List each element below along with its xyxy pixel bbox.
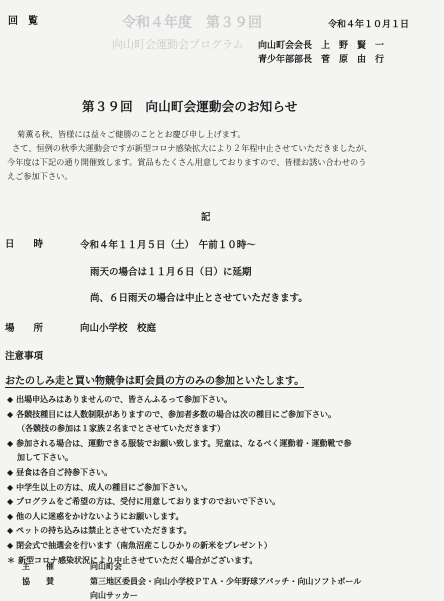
note-item xyxy=(7,482,192,493)
sender-chairman: 向山町会会長 上 野 賢 一 xyxy=(258,41,385,51)
note-text: 他の人に迷惑をかけないようにお願いします。 xyxy=(16,511,184,521)
rain-postpone: 雨天の場合は１１月６日（日）に延期 xyxy=(90,267,252,278)
note-text: 加して下さい。 xyxy=(17,453,73,463)
host-value: 向山町会 xyxy=(90,562,122,571)
note-item xyxy=(7,394,232,405)
diamond-bullet-icon: ◆ xyxy=(7,409,14,419)
support-value: 第三地区委員会・向山小学校ＰＴＡ・少年野球アパッチ・向山ソフトボール xyxy=(90,577,362,586)
notes-label: 注意事項 xyxy=(5,351,44,362)
note-text: 中学生以上の方は、成人の種目にご参加下さい。 xyxy=(16,482,193,492)
schedule-value: 令和４年１１月５日（土） 午前１０時～ xyxy=(80,240,256,251)
note-item xyxy=(7,409,336,420)
note-text: 出場申込みはありませんので、皆さんふるって参加下さい。 xyxy=(16,395,232,404)
diamond-bullet-icon: ◆ xyxy=(7,468,14,477)
note-item xyxy=(7,496,280,507)
note-item xyxy=(7,511,184,522)
members-only-notice: おたのしみ走と買い物競争は町会員の方のみの参加といたします。 xyxy=(5,372,304,388)
page-title: 第３９回 向山町会運動会のお知らせ xyxy=(82,99,298,114)
diamond-bullet-icon: ◆ xyxy=(7,511,14,521)
intro-line-2: さて、恒例の秋季大運動会ですが新型コロナ感染拡大により２年程中止させていただきましたが、 xyxy=(12,143,373,153)
sender-youth-director: 青少年部部長 菅 原 由 行 xyxy=(258,55,385,65)
diamond-bullet-icon: ◆ xyxy=(7,395,14,404)
note-item xyxy=(7,467,112,478)
diamond-bullet-icon: ◆ xyxy=(7,482,14,492)
note-text: 参加される場合は、運動できる服装でお願い致します。児童は、なるべく運動着・運動靴で参 xyxy=(16,438,352,448)
note-item xyxy=(17,452,73,463)
ki-heading: 記 xyxy=(201,212,211,223)
support-label: 協 賛 xyxy=(22,577,54,586)
asterisk-bullet-icon: ＊ xyxy=(7,555,15,565)
note-text: （各競技の参加は１家族２名までとさせていただきます） xyxy=(17,424,225,434)
schedule-label: 日 時 xyxy=(5,239,44,250)
issue-date: 令和４年１０月１日 xyxy=(328,20,410,30)
note-item xyxy=(17,423,225,434)
note-text: ペットの持ち込みは禁止とさせていただきます。 xyxy=(16,526,192,536)
diamond-bullet-icon: ◆ xyxy=(7,541,14,550)
circular-label: 回 覧 xyxy=(8,16,38,27)
note-item xyxy=(7,525,192,536)
ghost-year-line: 令和４年度 第３９回 xyxy=(122,15,262,31)
note-item xyxy=(7,438,352,449)
note-text: 昼食は各自ご持参下さい。 xyxy=(16,468,113,477)
support-value-2: 向山サッカー xyxy=(90,591,138,600)
diamond-bullet-icon: ◆ xyxy=(7,497,14,507)
place-label: 場 所 xyxy=(5,323,44,334)
diamond-bullet-icon: ◆ xyxy=(7,438,14,448)
host-label: 主 催 xyxy=(22,562,54,571)
note-text: 閉会式で抽選会を行います（南魚沼産こしひかりの新米をプレゼント） xyxy=(16,541,272,550)
intro-line-3: 今年度は下記の通り開催致します。賞品もたくさん用意しておりますので、皆様お誘い合わせのう xyxy=(7,157,367,167)
ghost-program-line: 向山町会運動会プログラム xyxy=(112,38,244,51)
note-text: 新型コロナ感染状況により中止させていただく場合がございます。 xyxy=(18,555,258,565)
note-text: 各競技種目には人数制限がありますので、参加者多数の場合は次の種目にご参加下さい。 xyxy=(16,409,336,419)
intro-line-1: 菊薫る秋、皆様には益々ご健勝のこととお慶び申し上げます。 xyxy=(17,129,246,139)
rain-cancel: 尚、６日雨天の場合は中止とさせていただきます。 xyxy=(90,293,308,304)
diamond-bullet-icon: ◆ xyxy=(7,526,14,536)
note-text: プログラムをご希望の方は、受付に用意しておりますのでおいで下さい。 xyxy=(16,497,281,507)
note-item xyxy=(7,540,272,551)
place-value: 向山小学校 校庭 xyxy=(80,323,157,334)
intro-line-4: えご参加下さい。 xyxy=(7,171,73,181)
